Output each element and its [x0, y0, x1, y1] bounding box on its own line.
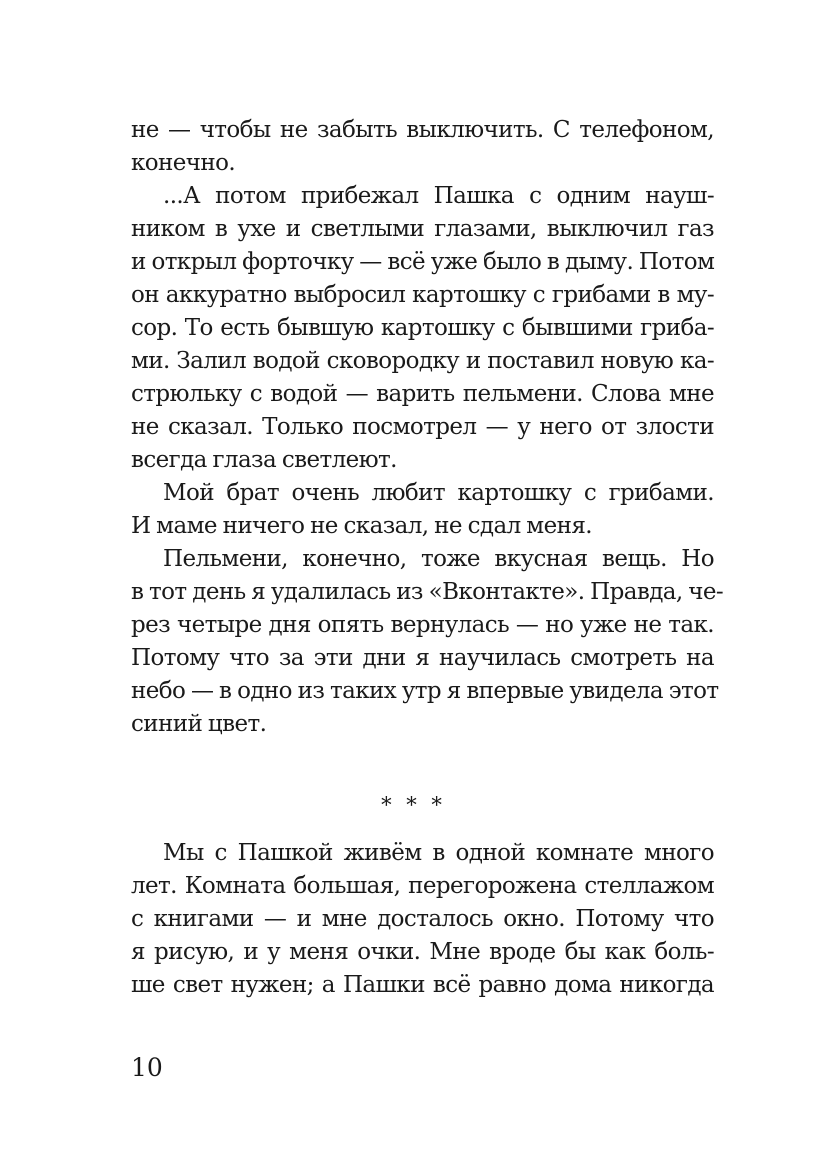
text-line: не — чтобы не забыть выключить. С телефоном, — [131, 117, 714, 143]
text-line: всегда глаза светлеют. — [131, 447, 397, 473]
text-line: в тот день я удалилась из «Вконтакте». Правда, че- — [131, 579, 724, 605]
text-line: конечно. — [131, 150, 236, 176]
text-line: Пельмени, конечно, тоже вкусная вещь. Но — [163, 546, 714, 572]
text-line: я рисую, и у меня очки. Мне вроде бы как боль- — [131, 939, 714, 965]
text-line: стрюльку с водой — варить пельмени. Слова мне — [131, 381, 714, 407]
page-number: 10 — [131, 1053, 163, 1082]
text-line: ше свет нужен; а Пашки всё равно дома никогда — [131, 972, 714, 998]
text-line: не сказал. Только посмотрел — у него от злости — [131, 414, 714, 440]
text-line: ником в ухе и светлыми глазами, выключил газ — [131, 216, 714, 242]
text-line: ми. Залил водой сковородку и поставил новую ка- — [131, 348, 714, 374]
text-line: с книгами — и мне досталось окно. Потому что — [131, 906, 714, 932]
text-line: небо — в одно из таких утр я впервые увидела этот — [131, 678, 719, 704]
text-line: ...А потом прибежал Пашка с одним науш- — [163, 183, 714, 209]
text-line: рез четыре дня опять вернулась — но уже не так. — [131, 612, 714, 638]
text-line: Потому что за эти дни я научилась смотреть на — [131, 645, 714, 671]
text-line: Мы с Пашкой живём в одной комнате много — [163, 840, 714, 866]
text-line: Мой брат очень любит картошку с грибами. — [163, 480, 714, 506]
text-line: и открыл форточку — всё уже было в дыму. Потом — [131, 249, 715, 275]
text-line: лет. Комната большая, перегорожена стеллажом — [131, 873, 714, 899]
section-separator: * * * — [381, 793, 446, 817]
text-line: он аккуратно выбросил картошку с грибами в му- — [131, 282, 714, 308]
text-line: синий цвет. — [131, 711, 267, 737]
text-line: сор. То есть бывшую картошку с бывшими гриба- — [131, 315, 714, 341]
text-line: И маме ничего не сказал, не сдал меня. — [131, 513, 592, 539]
